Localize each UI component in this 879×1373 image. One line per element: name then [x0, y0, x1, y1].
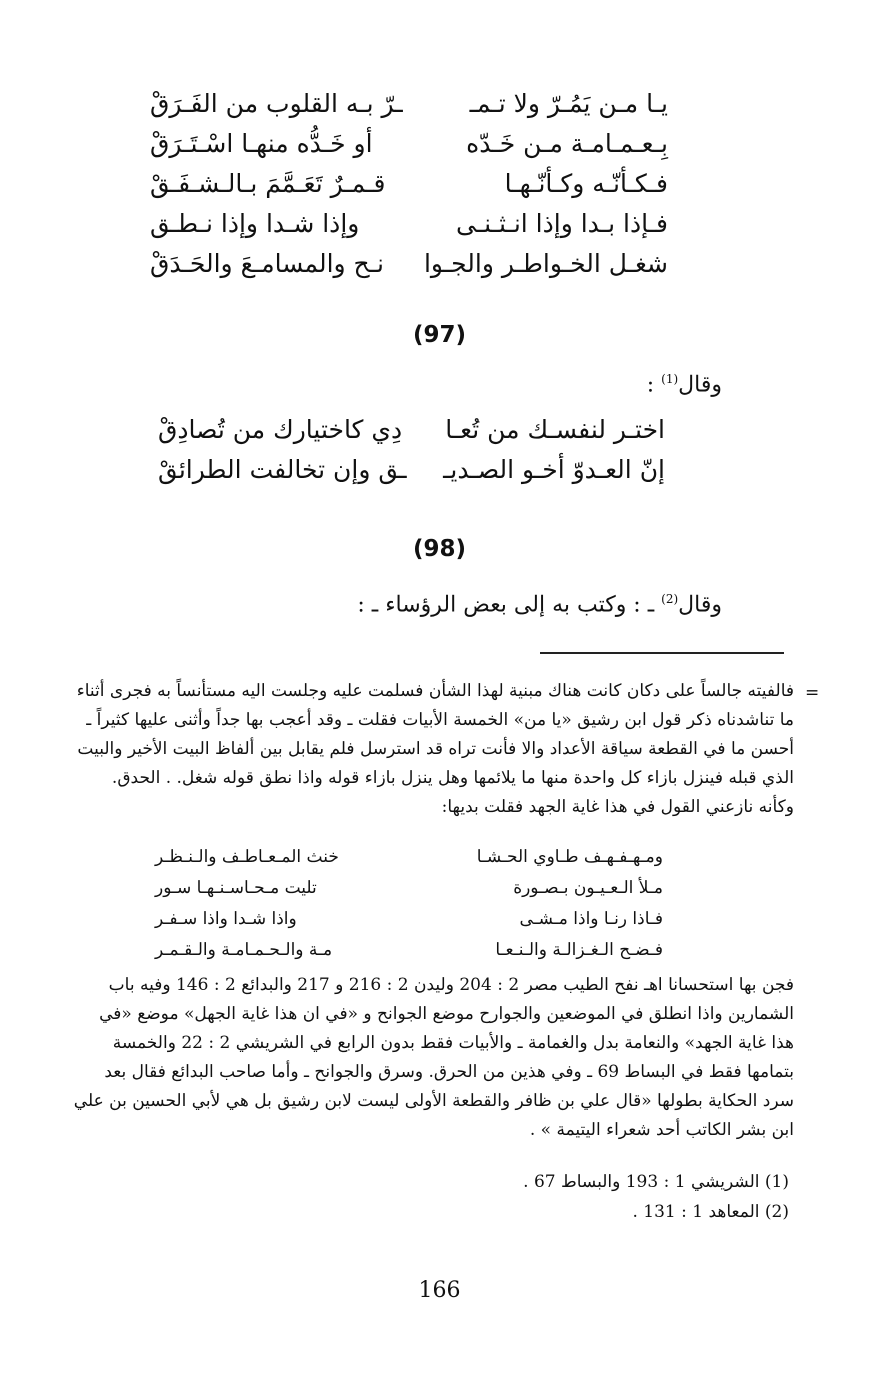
verse-first-hemistich: يـا مـن يَمُـرّ ولا تـمـ: [469, 89, 668, 118]
verse: [158, 410, 665, 450]
continuation-marker: =: [805, 683, 820, 703]
footnote-commentary: [49, 971, 794, 1145]
footnote-line: فالفيته جالساً على دكان كانت هناك مبنية لهذا الشأن فسلمت عليه وجلست اليه مستأنساً به فجرى أثناء: [76, 681, 794, 701]
footnote-ref: (1): [661, 372, 679, 386]
verse-second-hemistich: دِي كاختيارك من تُصادِقْ: [158, 415, 403, 444]
section-number-98: (98): [412, 536, 467, 562]
footnote-line: هذا غاية الجهد» والنعامة بدل والغمامة ـ والأبيات فقط بدون الرابع في الشريشي 2 : 22 والخمسة: [112, 1033, 794, 1053]
verse-second-hemistich: ـرّ بـه القلوب من الفَـرَقْ: [150, 89, 403, 118]
verse-first-hemistich: ومـهـفـهـف طـاوي الحـشـا: [476, 847, 663, 867]
poem-intro-verses: [150, 84, 668, 284]
verse-second-hemistich: نـح والمسامـعَ والحَـدَقْ: [150, 249, 384, 278]
footnote-line: الذي قبله فينزل بازاء كل واحدة منها ما يلائمها وهل ينزل بازاء قوله واذا نطق قوله شغل. . الحدق.: [111, 768, 794, 788]
verse-second-hemistich: تليت مـحـاسـنـهـا سـور: [155, 878, 317, 898]
page-number: 166: [418, 1278, 461, 1303]
intro-rest: ـ : وكتب به إلى بعض الرؤساء ـ :: [357, 592, 662, 618]
footnote-1: (1) الشريشي 1 : 193 والبساط 67 .: [523, 1172, 789, 1192]
verse: [150, 204, 668, 244]
section-98-intro: [357, 592, 722, 617]
verse-first-hemistich: اختـر لنفسـك من تُعـا: [445, 415, 665, 444]
verse: [150, 164, 668, 204]
verse-first-hemistich: بِـعـمـامـة مـن خَـدّه: [466, 129, 668, 158]
verse: [150, 244, 668, 284]
verse: [155, 842, 663, 873]
intro-colon: :: [646, 372, 662, 398]
footnote-line: فجن بها استحسانا اهـ نفح الطيب مصر 2 : 204 وليدن 2 : 216 و 217 والبدائع 2 : 146 وفيه باب: [108, 975, 794, 995]
verse: [155, 904, 663, 935]
poem-97-verses: [158, 410, 665, 490]
footnote-ref: (2): [661, 592, 679, 606]
verse-first-hemistich: فـإذا بـدا وإذا انـثـنـى: [455, 209, 668, 238]
section-97-intro: [647, 372, 722, 397]
verse-first-hemistich: فـضـح الـغـزالـة والـنـعـا: [495, 940, 663, 960]
footnote-line: أحسن ما في القطعة سياقة الأعداد والا فأنت تراه قد استرسل فلم يقابل بين ألفاظ البيت الأخير والبيت: [77, 739, 794, 759]
verse-second-hemistich: قـمـرٌ تَعَـمَّمَ بـالـشـفَـقْ: [150, 169, 386, 198]
footnote-line: سرد الحكاية بطولها «قال علي بن ظافر والقطعة الأولى ليست لابن رشيق بل هي لأبي الحسين بن علي: [73, 1091, 794, 1111]
verse-second-hemistich: ـق وإن تخالفت الطرائقْ: [158, 455, 407, 484]
verse-second-hemistich: أو خَـدُّه منهـا اسْـتَـرَقْ: [150, 129, 373, 158]
footnote-poem: [155, 842, 663, 966]
verse-second-hemistich: وإذا شـدا وإذا نـطـق: [150, 209, 360, 238]
footnote-line: الشمارين واذا انطلق في الموضعين والجوارح موضع الجوانح و «في ان هذا غاية الجهل» موضع «في: [99, 1004, 794, 1024]
verse: [155, 873, 663, 904]
verse: [158, 450, 665, 490]
verse: [150, 84, 668, 124]
verse-second-hemistich: مـة والـحـمـامـة والـقـمـر: [155, 940, 333, 960]
intro-text: وقال: [678, 372, 722, 398]
verse: [150, 124, 668, 164]
verse-second-hemistich: خنث المـعـاطـف والـنـظـر: [155, 847, 339, 867]
intro-text: وقال: [678, 592, 722, 618]
footnote-line: ابن بشر الكاتب أحد شعراء اليتيمة » .: [529, 1120, 794, 1140]
section-number-97: (97): [412, 322, 467, 348]
footnote-line: بتمامها فقط في البساط 69 ـ وفي هذين من الحرق. وسرق والجوانح ـ وأما صاحب البدائع فقال بعد: [104, 1062, 794, 1082]
footnote-2: (2) المعاهد 1 : 131 .: [632, 1202, 789, 1222]
verse-first-hemistich: فـكـأنّـه وكـأنّـهـا: [504, 169, 668, 198]
footnote-separator: [540, 652, 784, 654]
footnote-continuation: [49, 677, 794, 822]
verse-first-hemistich: مـلأ الـعـيـون بـصـورة: [513, 878, 663, 898]
footnote-line: ما تناشدناه ذكر قول ابن رشيق «يا من» الخمسة الأبيات فقلت ـ وقد أعجب بها جداً وأثنى عليها كثيراً ـ: [86, 710, 794, 730]
verse-first-hemistich: شغـل الخـواطـر والجـوا: [423, 249, 668, 278]
footnote-line: وكأنه نازعني القول في هذا غاية الجهد فقلت بديها:: [441, 797, 794, 817]
verse: [155, 935, 663, 966]
verse-first-hemistich: فـاذا رنـا واذا مـشـى: [519, 909, 663, 929]
verse-first-hemistich: إنّ العـدوّ أخـو الصـديـ: [443, 455, 665, 484]
verse-second-hemistich: واذا شـدا واذا سـفـر: [155, 909, 297, 929]
